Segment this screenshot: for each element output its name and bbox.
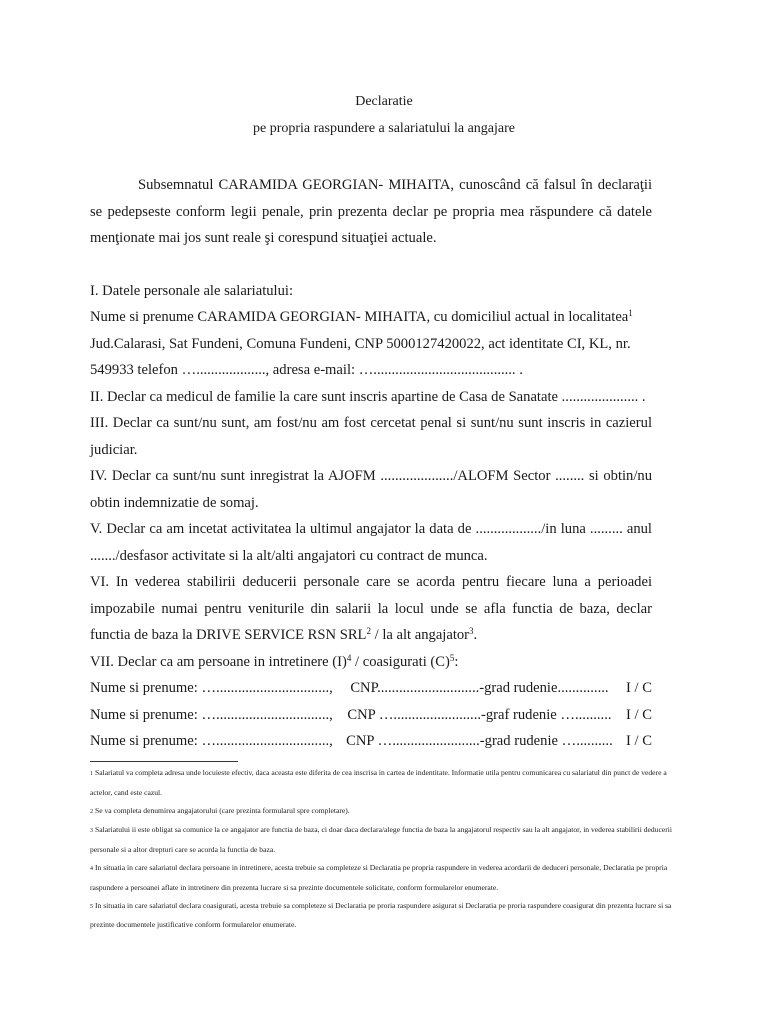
footnotes (90, 761, 680, 934)
footnote-ref: 4 (346, 652, 352, 663)
dependent-name-field: Nume si prenume: …..............................., (90, 680, 333, 696)
dependent-type-field: I / C (626, 733, 652, 749)
footnote-text: Salariatul va completa adresa unde locuieste efectiv, daca aceasta este diferita de cea inscrisa in cartea de indentitate. Informatie utila pentru comunicarea cu salariatul din punct de vedere a actelor, cand este cazul. (90, 768, 667, 797)
dependent-type-field: I / C (626, 706, 652, 723)
section7-end: : (454, 653, 459, 670)
footnote-number: 5 (90, 903, 93, 910)
dependent-name-field: Nume si prenume: …..............................., (90, 706, 333, 723)
section6-mid-text: / la alt angajator (370, 627, 470, 643)
section7-mid-text: / coasigurati (C) (351, 653, 450, 670)
dependent-type-field: I / C (626, 680, 652, 696)
footnote-ref: 3 (469, 626, 474, 636)
section1-name-text: Nume si prenume CARAMIDA GEORGIAN- MIHAITA, cu domiciliul actual in localitatea (90, 309, 629, 325)
section1-address: Jud.Calarasi, Sat Fundeni, Comuna Fundeni, CNP 5000127420022, act identitate CI, KL, nr. (90, 335, 631, 352)
footnote-text: In situatia in care salariatul declara persoane in intretinere, acesta trebuie sa completeze si Declaratia pe propria raspundere in vederea acordarii de deduceri personale, Declaratia pe propria raspundere a persoanei aflate in intretinere din prezenta lucrare si sa prezinte documentele solicitate, conform formularelor enumerate. (90, 862, 668, 892)
dependent-cnp-field: CNP............................-grad rudenie.............. (350, 680, 609, 696)
section2-paragraph: II. Declar ca medicul de familie la care sunt inscris apartine de Casa de Sanatate ..................... . (90, 388, 646, 405)
declaration-body (90, 172, 652, 755)
footnote-divider (90, 761, 238, 762)
dependent-row (90, 675, 652, 702)
footnote-ref: 2 (366, 626, 371, 636)
dependent-name-field: Nume si prenume: …..............................., (90, 733, 333, 749)
footnote-number: 1 (90, 771, 93, 777)
footnote-1 (90, 764, 680, 802)
dependent-row (90, 702, 652, 729)
section5-paragraph: V. Declar ca am incetat activitatea la ultimul angajator la data de ................../in luna ......... anul ......./desfasor activitate si la alt/alti angajatori cu contract de munca. (90, 521, 652, 564)
footnote-ref: 1 (628, 308, 633, 318)
dependent-cnp-field: CNP …........................-grad rudenie ….......... (346, 733, 613, 749)
spacer (90, 252, 652, 278)
footnote-text: Se va completa denumirea angajatorului (care prezinta formularul spre completare). (95, 805, 350, 815)
footnote-text: In situatia in care salariatul declara coasigurati, acesta trebuie sa completeze si Declaratia pe proria raspundere asigurat si Declaratia pe proria raspundere coasigurat din prezenta lucrare si sa prezinte documentele justificative conform formularelor enumerate. (90, 900, 672, 930)
section1-line (90, 304, 652, 331)
dependent-row (90, 728, 652, 755)
footnote-3 (90, 821, 680, 859)
section6-end: . (473, 627, 478, 643)
dependent-cnp-field: CNP …........................-graf rudenie ….......... (347, 706, 612, 723)
document-title: Declaratie (355, 94, 413, 109)
section7-text: VII. Declar ca am persoane in intretinere (I) (90, 653, 347, 670)
section1-contact: 549933 telefon …..................., adresa e-mail: …....................................... . (90, 362, 523, 378)
section3-paragraph: III. Declar ca sunt/nu sunt, am fost/nu am fost cercetat penal si sunt/nu sunt inscris in cazierul judiciar. (90, 415, 652, 458)
footnote-ref: 5 (449, 652, 455, 663)
footnote-number: 3 (90, 828, 93, 835)
section1-heading: I. Datele personale ale salariatului: (90, 282, 294, 299)
footnote-text: Salariatului ii este obligat sa comunice la ce angajator are functia de baza, ci doar daca declara/alege functia de baza la angajatorul respectiv sau la alt angajator, in vederea stabilirii deducerii personale si a altor drepturi care se acorda la functia de baza. (90, 825, 672, 855)
intro-paragraph: Subsemnatul CARAMIDA GEORGIAN- MIHAITA, cunoscând că falsul în declaraţii se pedepseste conform legii penale, prin prezenta declar pe propria mea răspundere că datele menţionate mai jos sunt reale şi corespund situaţiei actuale. (90, 177, 652, 246)
footnote-4 (90, 859, 680, 897)
document-subtitle: pe propria raspundere a salariatului la angajare (253, 121, 515, 136)
footnote-number: 2 (90, 808, 93, 815)
footnote-number: 4 (90, 865, 93, 872)
section6-text: VI. In vederea stabilirii deducerii personale care se acorda pentru fiecare luna a perioadei impozabile numai pentru veniturile din salarii la locul unde se afla functia de baza, declar functia de baza la DRIVE SERVICE RSN SRL (90, 574, 652, 643)
section6-paragraph (90, 569, 652, 649)
footnote-5 (90, 897, 680, 935)
section4-paragraph: IV. Declar ca sunt/nu sunt inregistrat la AJOFM ..................../ALOFM Sector ........ si obtin/nu obtin indemnizatie de somaj. (90, 468, 652, 511)
section7-paragraph (90, 649, 652, 676)
footnote-2 (90, 802, 680, 822)
